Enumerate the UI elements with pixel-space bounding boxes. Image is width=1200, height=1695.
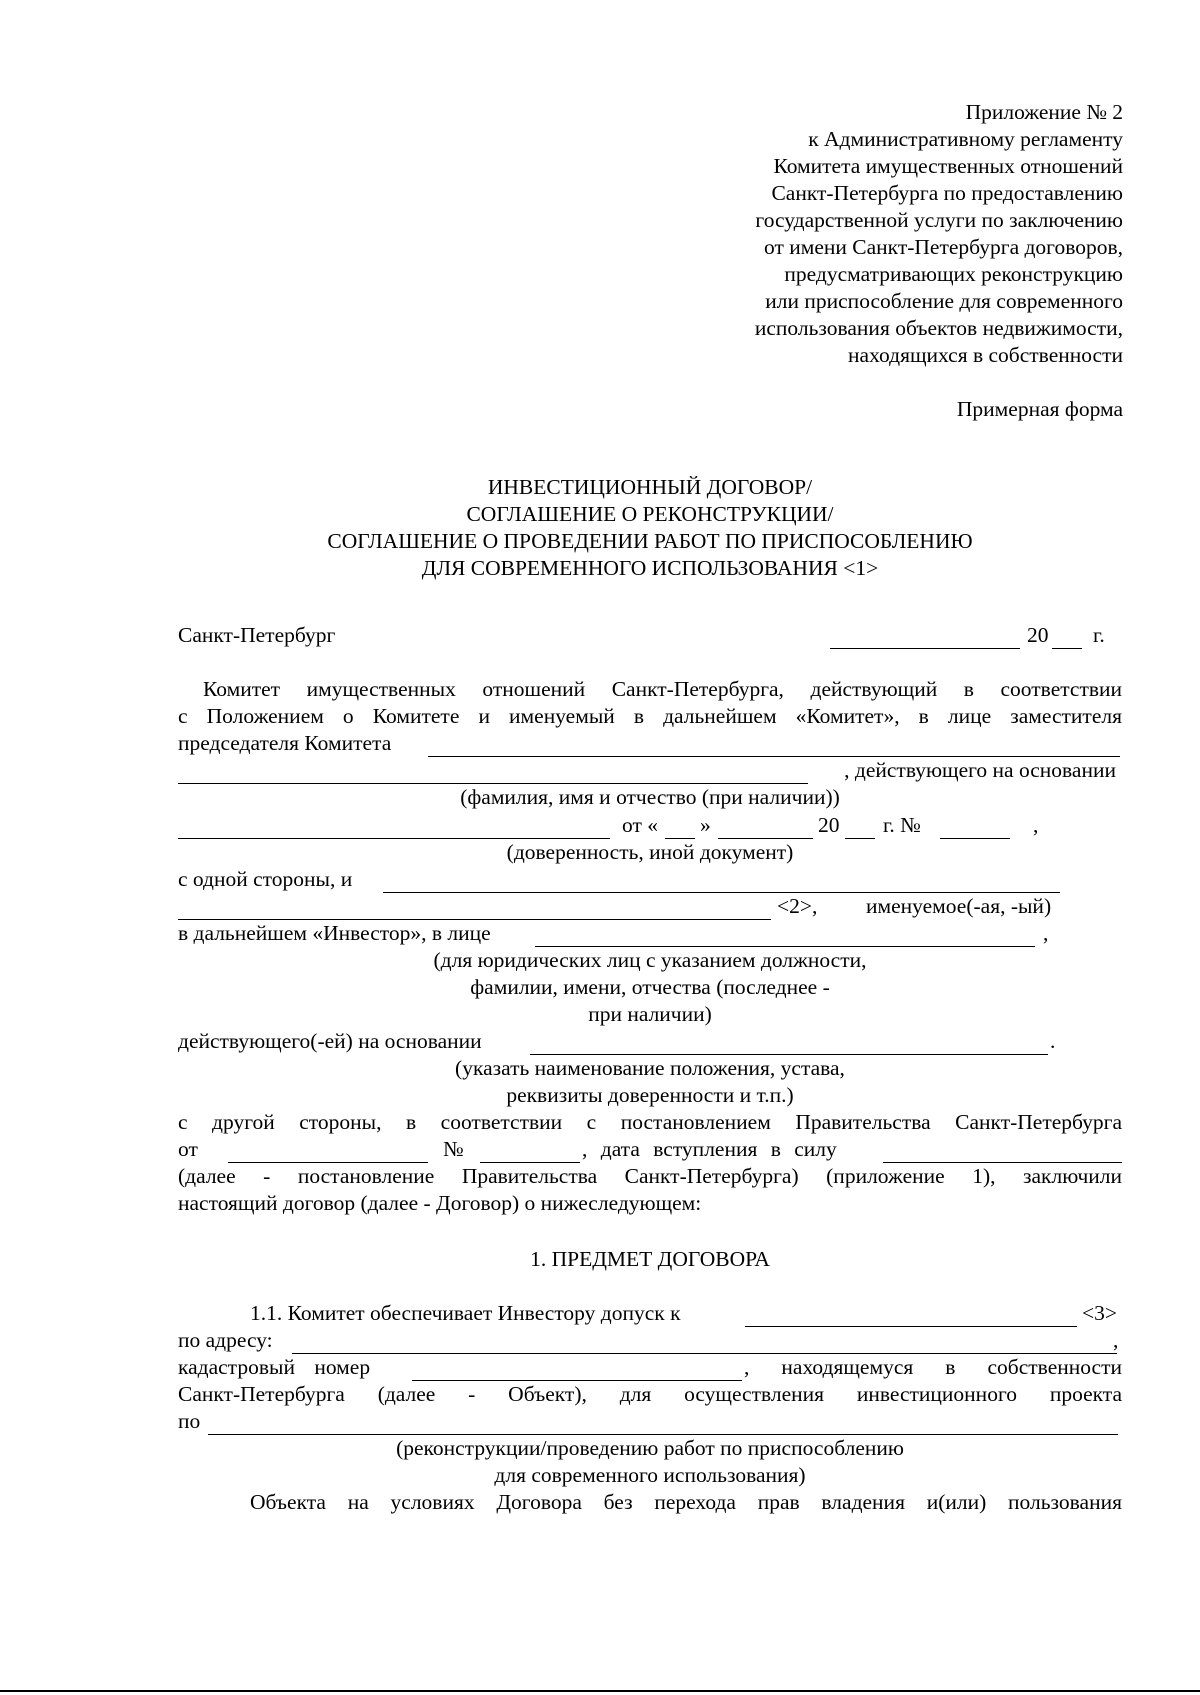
header-line: Комитета имущественных отношений <box>773 154 1123 178</box>
no: № <box>443 1137 464 1161</box>
concluded: настоящий договор (далее - Договор) о нижеследующем: <box>178 1191 702 1215</box>
date-blank <box>830 648 1020 649</box>
ot: от <box>178 1137 198 1161</box>
header-line: Приложение № 2 <box>965 100 1123 124</box>
cadastral-right: , находящемуся в собственности <box>744 1355 1122 1379</box>
doc-title-line: ДЛЯ СОВРЕМЕННОГО ИСПОЛЬЗОВАНИЯ <1> <box>421 556 879 580</box>
header-line: государственной услуги по заключению <box>755 208 1123 232</box>
po: по <box>178 1409 201 1433</box>
header-line: использования объектов недвижимости, <box>754 316 1123 340</box>
investor-in-person: в дальнейшем «Инвестор», в лице <box>178 921 491 945</box>
last-line: Объекта на условиях Договора без перехода прав владения и(или) пользования <box>250 1490 1122 1514</box>
doc-title-line: СОГЛАШЕНИЕ О ПРОВЕДЕНИИ РАБОТ ПО ПРИСПОСОБЛЕНИЮ <box>327 529 973 553</box>
note-3: <3> <box>1082 1301 1118 1325</box>
hint-name: (фамилия, имя и отчество (при наличии)) <box>460 785 840 809</box>
header-line: Санкт-Петербурга по предоставлению <box>771 181 1123 205</box>
hint-doc: (доверенность, иной документ) <box>506 840 794 864</box>
g-no: г. № <box>883 813 921 837</box>
hint-basis: реквизиты доверенности и т.п.) <box>506 1083 794 1107</box>
hint-legal: при наличии) <box>588 1002 712 1026</box>
other-side: с другой стороны, в соответствии с постановлением Правительства Санкт-Петербурга <box>178 1110 1122 1134</box>
period: . <box>1050 1029 1056 1053</box>
doc-title-line: ИНВЕСТИЦИОННЫЙ ДОГОВОР/ <box>487 475 813 499</box>
page-bottom-rule <box>0 1690 1200 1692</box>
acting-basis-2: действующего(-ей) на основании <box>178 1029 482 1053</box>
header-line: от имени Санкт-Петербурга договоров, <box>763 235 1123 259</box>
section-heading: 1. ПРЕДМЕТ ДОГОВОРА <box>530 1247 770 1271</box>
spb-line: Санкт-Петербурга (далее - Объект), для осуществления инвестиционного проекта <box>178 1382 1122 1406</box>
preamble-line: с Положением о Комитете и именуемый в дальнейшем «Комитет», в лице заместителя <box>178 704 1122 728</box>
hint-basis: (указать наименование положения, устава, <box>455 1056 845 1080</box>
hint-works: для современного использования) <box>494 1463 806 1487</box>
comma: , <box>1043 921 1049 945</box>
acting-basis: , действующего на основании <box>844 758 1116 782</box>
header-line: предусматривающих реконструкцию <box>784 262 1123 286</box>
doc-title-line: СОГЛАШЕНИЕ О РЕКОНСТРУКЦИИ/ <box>466 502 834 526</box>
year-prefix: 20 <box>1027 623 1049 647</box>
form-note: Примерная форма <box>956 397 1123 421</box>
year-label: 20 <box>818 813 840 837</box>
named: именуемое(-ая, -ый) <box>866 894 1052 918</box>
comma: , <box>1113 1328 1119 1352</box>
hint-legal: (для юридических лиц с указанием должности, <box>433 948 867 972</box>
object-blank <box>745 1326 1077 1327</box>
preamble-line: председателя Комитета <box>178 731 392 755</box>
address-label: по адресу: <box>178 1328 273 1352</box>
note-2: <2>, <box>777 894 818 918</box>
from-quote-close: » <box>700 813 711 837</box>
from-quote-open: от « <box>622 813 658 837</box>
header-line: или приспособление для современного <box>765 289 1123 313</box>
header-line: находящихся в собственности <box>848 343 1123 367</box>
hint-works: (реконструкции/проведению работ по приспособлению <box>396 1436 904 1460</box>
one-side: с одной стороны, и <box>178 867 353 891</box>
effective: , дата вступления в силу <box>582 1137 837 1161</box>
cadastral-label: кадастровый номер <box>178 1355 371 1379</box>
preamble-line: Комитет имущественных отношений Санкт-Петербурга, действующий в соответствии <box>203 677 1122 701</box>
year-blank <box>1052 648 1082 649</box>
clause-1-1: 1.1. Комитет обеспечивает Инвестору допуск к <box>250 1301 681 1325</box>
year-suffix: г. <box>1093 623 1105 647</box>
hereinafter: (далее - постановление Правительства Санкт-Петербурга) (приложение 1), заключили <box>178 1164 1122 1188</box>
header-line: к Административному регламенту <box>808 127 1123 151</box>
comma: , <box>1033 813 1039 837</box>
hint-legal: фамилии, имени, отчества (последнее - <box>470 975 830 999</box>
city: Санкт-Петербург <box>178 623 336 647</box>
